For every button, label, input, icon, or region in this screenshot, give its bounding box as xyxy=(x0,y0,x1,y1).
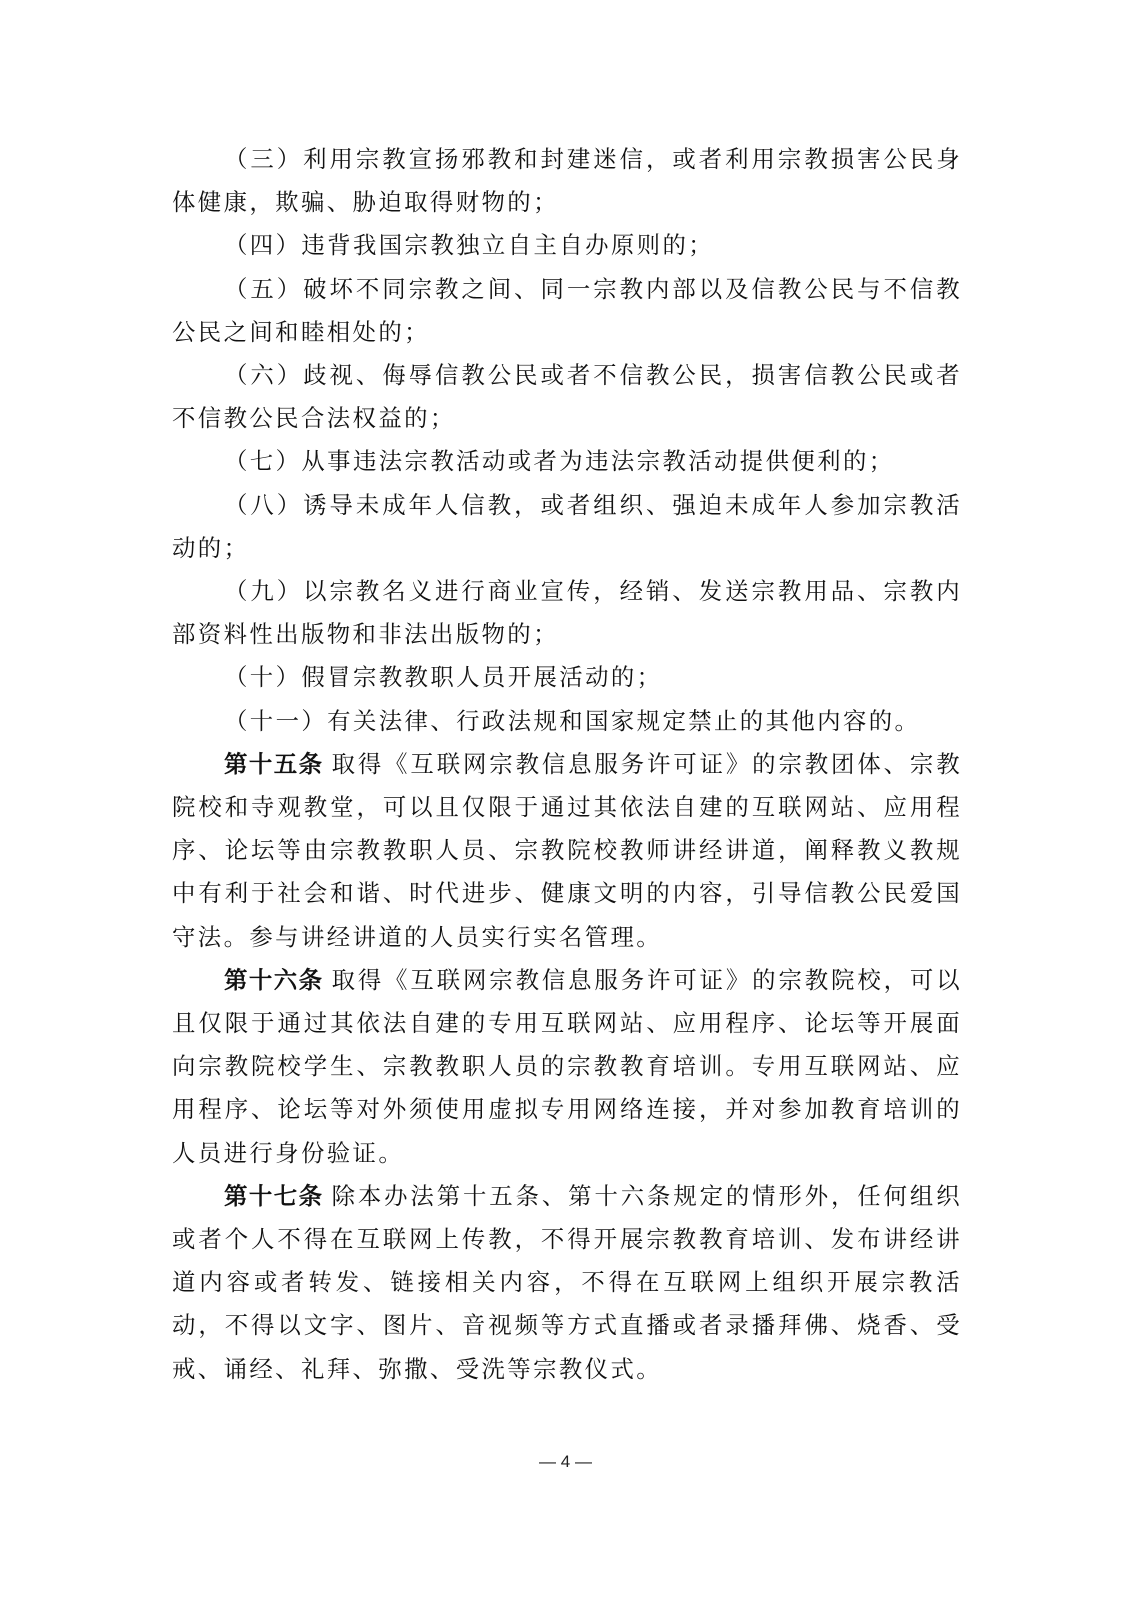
article-15-title: 第十五条 xyxy=(224,749,324,778)
article-17 xyxy=(172,1175,962,1391)
article-16-text: 取得《互联网宗教信息服务许可证》的宗教院校，可以且仅限于通过其依法自建的专用互联网站、应用程序、论坛等开展面向宗教院校学生、宗教教职人员的宗教教育培训。专用互联网站、应用程序、论坛等对外须使用虚拟专用网络连接，并对参加教育培训的人员进行身份验证。 xyxy=(172,965,962,1167)
page-number: — 4 — xyxy=(539,1452,592,1471)
article-16 xyxy=(172,959,962,1175)
article-17-title: 第十七条 xyxy=(224,1181,324,1210)
document-body xyxy=(172,138,962,1391)
article-15-text: 取得《互联网宗教信息服务许可证》的宗教团体、宗教院校和寺观教堂，可以且仅限于通过其依法自建的互联网站、应用程序、论坛等由宗教教职人员、宗教院校教师讲经讲道，阐释教义教规中有利于社会和谐、时代进步、健康文明的内容，引导信教公民爱国守法。参与讲经讲道的人员实行实名管理。 xyxy=(172,749,962,951)
paragraph-item-8: （八）诱导未成年人信教，或者组织、强迫未成年人参加宗教活动的； xyxy=(172,490,962,562)
paragraph-item-10: （十）假冒宗教教职人员开展活动的； xyxy=(224,663,663,692)
paragraph-item-9: （九）以宗教名义进行商业宣传，经销、发送宗教用品、宗教内部资料性出版物和非法出版物的； xyxy=(172,577,962,649)
paragraph-item-6: （六）歧视、侮辱信教公民或者不信教公民，损害信教公民或者不信教公民合法权益的； xyxy=(172,361,962,433)
paragraph-item-5: （五）破坏不同宗教之间、同一宗教内部以及信教公民与不信教公民之间和睦相处的； xyxy=(172,274,962,346)
paragraph-item-11: （十一）有关法律、行政法规和国家规定禁止的其他内容的。 xyxy=(224,706,921,735)
article-15 xyxy=(172,743,962,959)
paragraph-item-7: （七）从事违法宗教活动或者为违法宗教活动提供便利的； xyxy=(224,447,895,476)
paragraph-item-3: （三）利用宗教宣扬邪教和封建迷信，或者利用宗教损害公民身体健康，欺骗、胁迫取得财物的； xyxy=(172,145,962,217)
article-16-title: 第十六条 xyxy=(224,965,324,994)
paragraph-item-4: （四）违背我国宗教独立自主自办原则的； xyxy=(224,231,715,260)
article-17-text: 除本办法第十五条、第十六条规定的情形外，任何组织或者个人不得在互联网上传教，不得开展宗教教育培训、发布讲经讲道内容或者转发、链接相关内容，不得在互联网上组织开展宗教活动，不得以文字、图片、音视频等方式直播或者录播拜佛、烧香、受戒、诵经、礼拜、弥撒、受洗等宗教仪式。 xyxy=(172,1181,962,1383)
